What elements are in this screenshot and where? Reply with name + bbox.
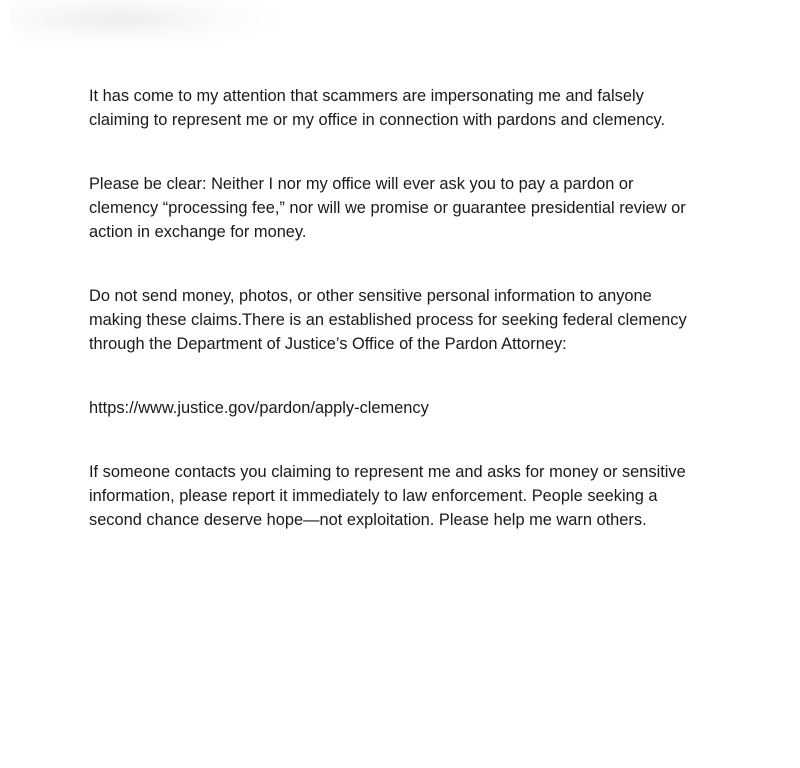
paragraph-report-request: If someone contacts you claiming to represent me and asks for money or sensitive information, please report it immediately to law enforcement. People seeking a second chance deserve hope—not exploitation. Please help me warn others. (89, 463, 686, 529)
clemency-url: https://www.justice.gov/pardon/apply-clemency (89, 399, 429, 417)
paragraph-scam-warning: It has come to my attention that scammers are impersonating me and falsely claiming to represent me or my office in connection with pardons and clemency. (89, 87, 666, 129)
scan-shadow (10, 0, 280, 48)
paragraph-official-process: Do not send money, photos, or other sensitive personal information to anyone making these claims.There is an established process for seeking federal clemency through the Department of Justice’s Office of the Pardon Attorney: (89, 287, 687, 353)
statement-body (89, 84, 739, 532)
paragraph-no-fees: Please be clear: Neither I nor my office will ever ask you to pay a pardon or clemency “processing fee,” nor will we promise or guarantee presidential review or action in exchange for money. (89, 175, 686, 241)
